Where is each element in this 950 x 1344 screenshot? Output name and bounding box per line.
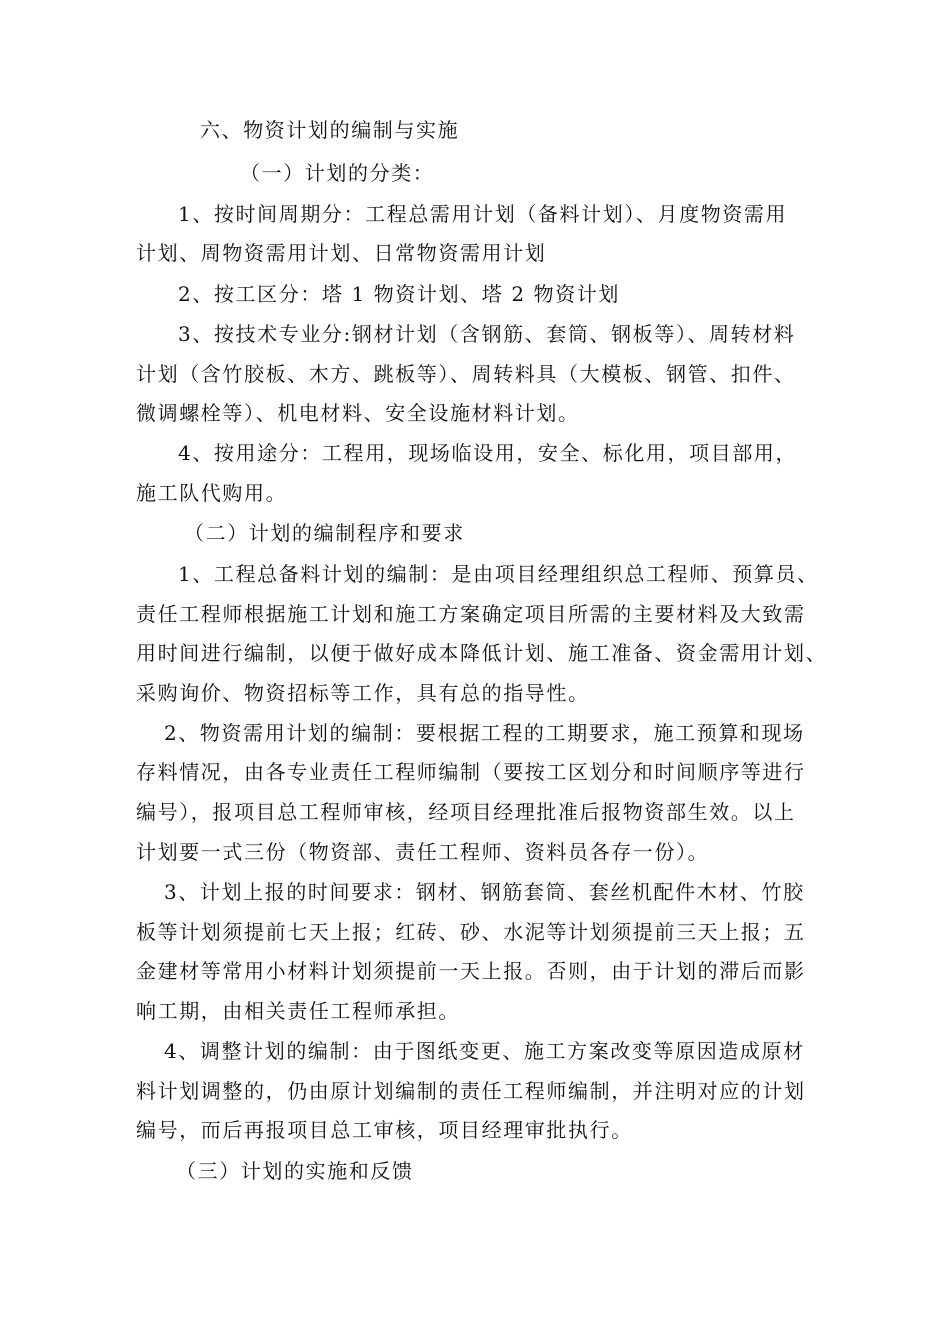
paragraph-line: 4、按用途分：工程用，现场临设用，安全、标化用，项目部用， — [178, 441, 798, 465]
subsection-heading-2: （二）计划的编制程序和要求 — [184, 521, 465, 545]
paragraph-line: 计划要一式三份（物资部、责任工程师、资料员各存一份）。 — [136, 840, 710, 864]
paragraph-line: 编号），报项目总工程师审核，经项目经理批准后报物资部生效。以上 — [136, 800, 796, 824]
paragraph-line: 采购询价、物资招标等工作，具有总的指导性。 — [136, 681, 590, 705]
subsection-heading-3: （三）计划的实施和反馈 — [176, 1159, 414, 1183]
paragraph-line: 1、按时间周期分：工程总需用计划（备料计划）、月度物资需用 — [178, 202, 788, 226]
paragraph-line: 责任工程师根据施工计划和施工方案确定项目所需的主要材料及大致需 — [136, 602, 806, 626]
paragraph-line: 料计划调整的，仍由原计划编制的责任工程师编制，并注明对应的计划 — [136, 1079, 806, 1103]
paragraph-line: 响工期，由相关责任工程师承担。 — [136, 999, 460, 1023]
paragraph-line: 用时间进行编制，以便于做好成本降低计划、施工准备、资金需用计划、 — [136, 641, 828, 665]
section-title: 六、物资计划的编制与实施 — [200, 118, 460, 142]
paragraph-line: 4、调整计划的编制：由于图纸变更、施工方案改变等原因造成原材 — [164, 1039, 805, 1063]
paragraph-line: 编号，而后再报项目总工审核，项目经理审批执行。 — [136, 1118, 633, 1142]
paragraph-line: 1、工程总备料计划的编制：是由项目经理组织总工程师、预算员、 — [178, 562, 819, 586]
paragraph-line: 金建材等常用小材料计划须提前一天上报。否则，由于计划的滞后而影 — [136, 959, 806, 983]
paragraph-line: 计划（含竹胶板、木方、跳板等）、周转料具（大模板、钢管、扣件、 — [136, 362, 796, 386]
paragraph-line: 3、计划上报的时间要求：钢材、钢筋套筒、套丝机配件木材、竹胶 — [164, 880, 805, 904]
subsection-heading-1: （一）计划的分类： — [240, 161, 435, 185]
paragraph-line: 存料情况，由各专业责任工程师编制（要按工区划分和时间顺序等进行 — [136, 760, 806, 784]
paragraph-line: 微调螺栓等）、机电材料、安全设施材料计划。 — [136, 401, 580, 425]
paragraph-line: 2、物资需用计划的编制：要根据工程的工期要求，施工预算和现场 — [164, 721, 805, 745]
paragraph-line: 施工队代购用。 — [136, 481, 288, 505]
paragraph-line: 板等计划须提前七天上报；红砖、砂、水泥等计划须提前三天上报；五 — [136, 920, 806, 944]
paragraph-line: 3、按技术专业分:钢材计划（含钢筋、套筒、钢板等）、周转材料 — [178, 322, 796, 346]
paragraph-line: 2、按工区分：塔 1 物资计划、塔 2 物资计划 — [178, 282, 621, 306]
paragraph-line: 计划、周物资需用计划、日常物资需用计划 — [136, 241, 547, 265]
